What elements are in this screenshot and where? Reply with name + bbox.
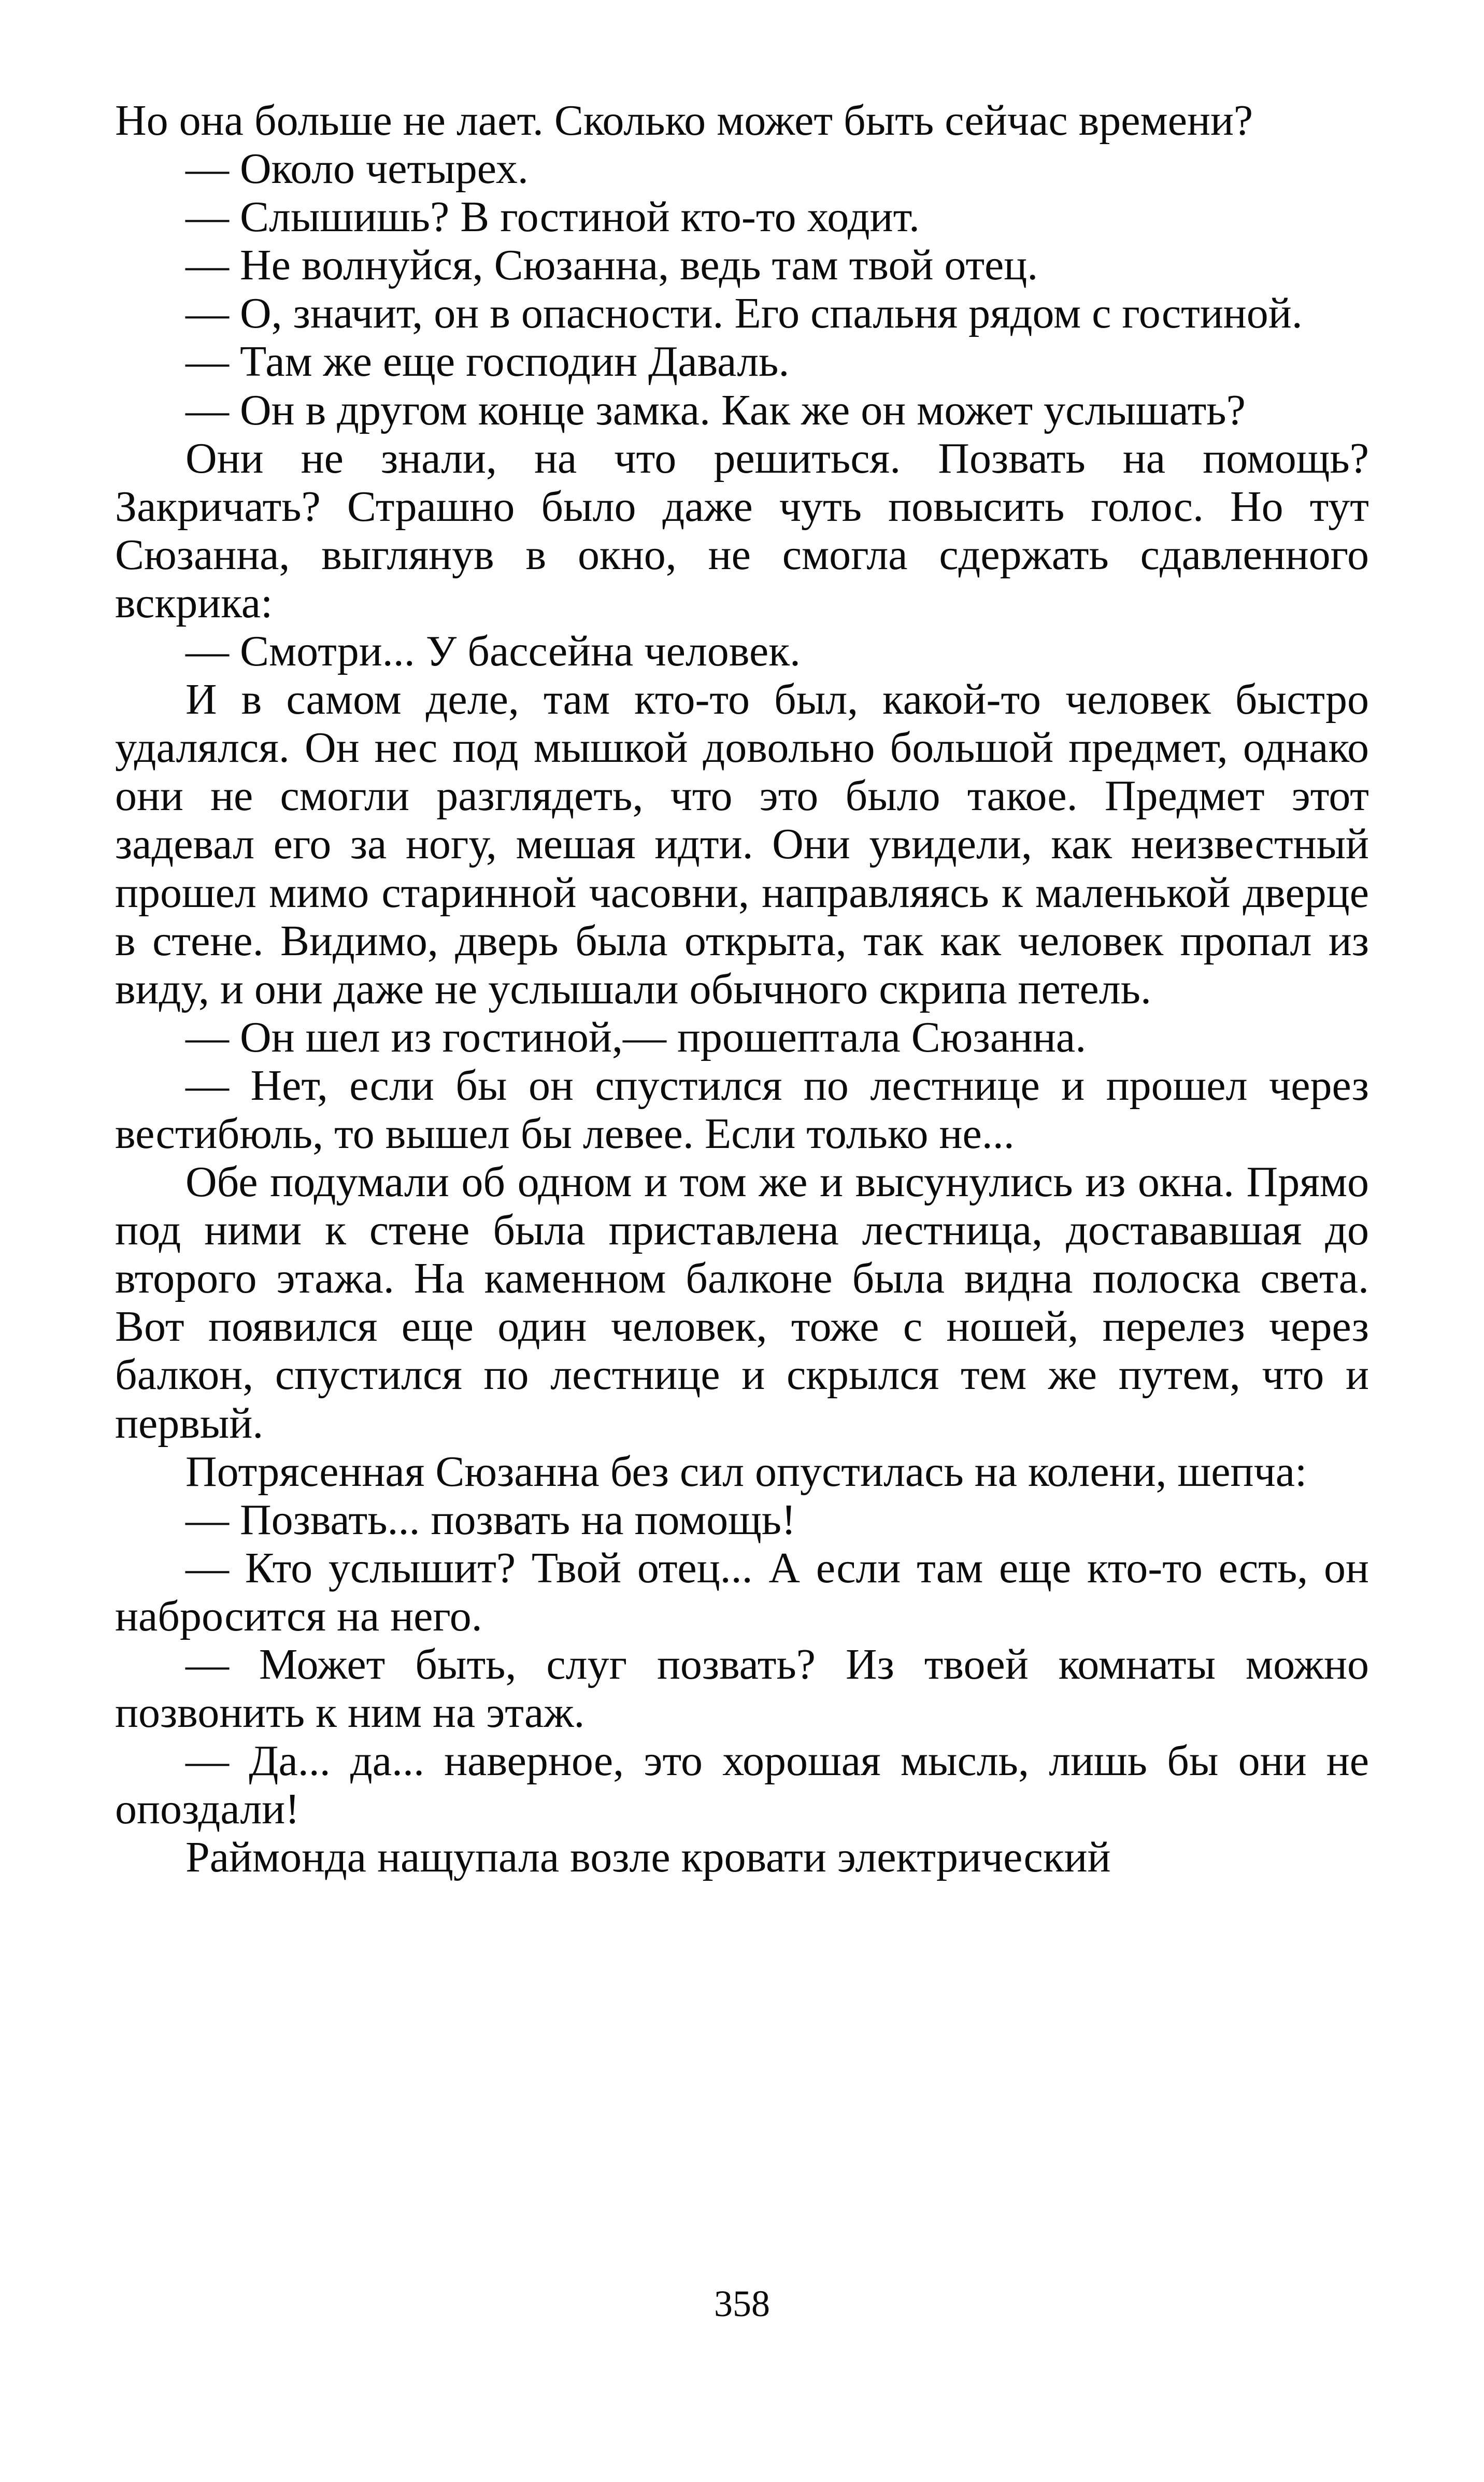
paragraph-16: — Кто услышит? Твой отец... А если там еще кто-то есть, он набросится на него. — [115, 1543, 1369, 1640]
paragraph-4: — Не волнуйся, Сюзанна, ведь там твой отец. — [186, 241, 1038, 290]
paragraph-19: Раймонда нащупала возле кровати электрический — [186, 1833, 1111, 1882]
paragraph-2: — Около четырех. — [186, 145, 529, 193]
paragraph-6: — Там же еще господин Даваль. — [186, 337, 790, 386]
paragraph-11: — Он шел из гостиной,— прошептала Сюзанна. — [186, 1013, 1087, 1061]
paragraph-17: — Может быть, слуг позвать? Из твоей комнаты можно позвонить к ним на этаж. — [115, 1640, 1369, 1737]
paragraph-13: Обе подумали об одном и том же и высунулись из окна. Прямо под ними к стене была приставлена лестница, достававшая до второго этажа. На каменном балконе была видна полоска света. Вот появился еще один человек, тоже с ношей, перелез через балкон, спустился по лестнице и скрылся тем же путем, что и первый. — [115, 1158, 1369, 1448]
paragraph-14: Потрясенная Сюзанна без сил опустилась на колени, шепча: — [186, 1447, 1307, 1496]
paragraph-12: — Нет, если бы он спустился по лестнице и прошел через вестибюль, то вышел бы левее. Если только не... — [115, 1061, 1369, 1158]
paragraph-8: Они не знали, на что решиться. Позвать на помощь? Закричать? Страшно было даже чуть повысить голос. Но тут Сюзанна, выглянув в окно, не смогла сдержать сдавленного вскрика: — [115, 434, 1369, 627]
paragraph-5: — О, значит, он в опасности. Его спальня рядом с гостиной. — [186, 289, 1303, 338]
paragraph-10: И в самом деле, там кто-то был, какой-то человек быстро удалялся. Он нес под мышкой довольно большой предмет, однако они не смогли разглядеть, что это было такое. Предмет этот задевал его за ногу, мешая идти. Они увидели, как неизвестный прошел мимо старинной часовни, направляясь к маленькой дверце в стене. Видимо, дверь была открыта, так как человек пропал из виду, и они даже не услышали обычного скрипа петель. — [115, 675, 1369, 1013]
paragraph-9: — Смотри... У бассейна человек. — [186, 627, 801, 676]
paragraph-7: — Он в другом конце замка. Как же он может услышать? — [186, 386, 1246, 434]
paragraph-1: Но она больше не лает. Сколько может быть сейчас времени? — [115, 96, 1253, 145]
paragraph-15: — Позвать... позвать на помощь! — [186, 1495, 796, 1544]
page-body — [115, 96, 1369, 1881]
paragraph-3: — Слышишь? В гостиной кто-то ходит. — [186, 193, 920, 242]
page-number: 358 — [714, 2283, 770, 2324]
paragraph-18: — Да... да... наверное, это хорошая мысль, лишь бы они не опоздали! — [115, 1737, 1369, 1834]
